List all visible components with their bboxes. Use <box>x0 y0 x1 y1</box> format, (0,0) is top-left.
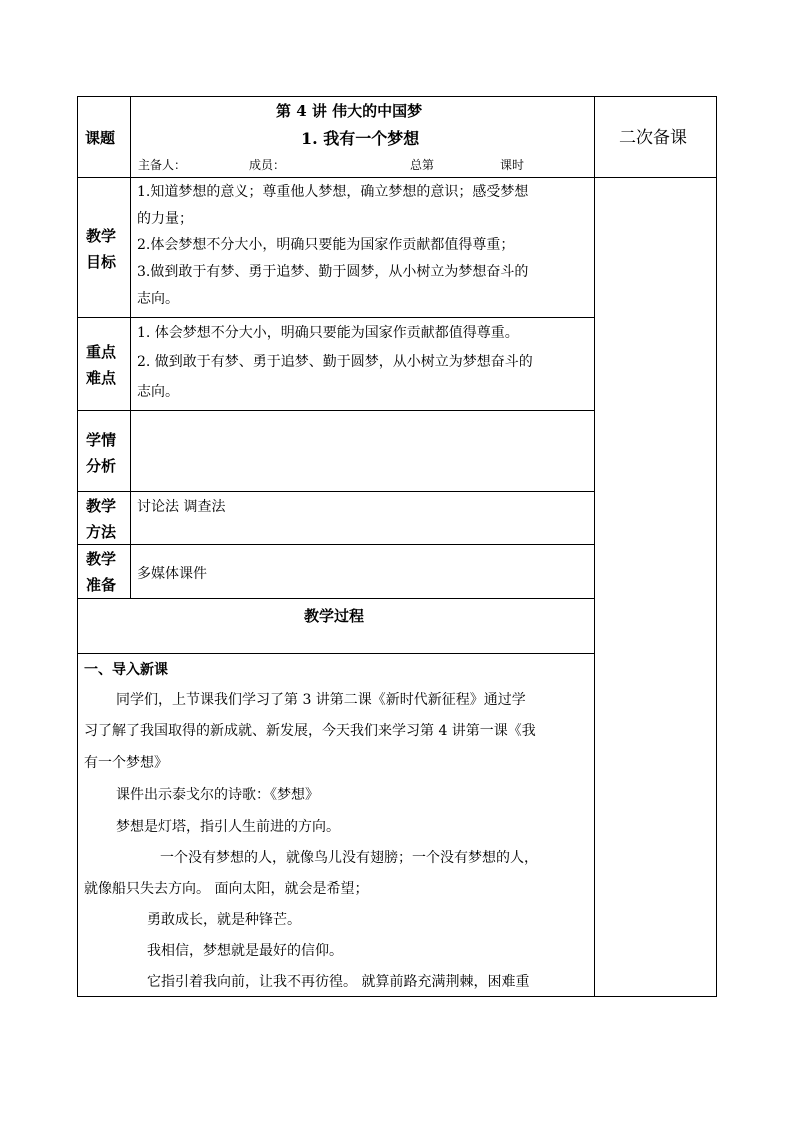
topic-label: 课题 <box>85 129 116 147</box>
second-prep-label: 二次备课 <box>619 128 687 148</box>
goals-label-1: 教学 <box>86 227 117 245</box>
prep-label-2: 准备 <box>86 576 117 594</box>
side-column-divider <box>594 96 595 997</box>
process-line: 习了解了我国取得的新成就、新发展，今天我们来学习第 4 讲第一课《我 <box>84 723 536 739</box>
process-line: 课件出示泰戈尔的诗歌：《梦想》 <box>116 787 319 803</box>
keypoints-label-1: 重点 <box>86 343 117 361</box>
analysis-label-1: 学情 <box>86 431 117 449</box>
goal-line: 1.知道梦想的意义；尊重他人梦想，确立梦想的意识；感受梦想 <box>137 184 529 200</box>
lesson-count-label: 课时 <box>500 158 525 172</box>
process-title: 教学过程 <box>304 607 365 625</box>
process-line: 梦想是灯塔，指引人生前进的方向。 <box>116 819 340 835</box>
keypoints-label-2: 难点 <box>86 369 117 387</box>
process-line: 它指引着我向前，让我不再彷徨。 就算前路充满荆棘，困难重 <box>147 974 530 990</box>
table-border-top <box>77 96 717 97</box>
methods-label-2: 方法 <box>86 523 117 541</box>
prep-value: 多媒体课件 <box>137 566 207 582</box>
goal-line: 志向。 <box>137 291 179 307</box>
goal-line: 3.做到敢于有梦、勇于追梦、勤于圆梦，从小树立为梦想奋斗的 <box>137 264 529 280</box>
process-line: 勇敢成长，就是种锋芒。 <box>147 912 301 928</box>
preparer-label: 主备人： <box>138 158 187 172</box>
members-label: 成员： <box>249 158 286 172</box>
table-border-left <box>77 96 78 997</box>
row-divider <box>77 653 595 654</box>
label-column-divider <box>130 96 131 599</box>
process-line: 就像船只失去方向。 面向太阳，就会是希望； <box>84 881 369 897</box>
methods-value: 讨论法 调查法 <box>137 499 226 515</box>
prep-label-1: 教学 <box>86 550 117 568</box>
analysis-label-2: 分析 <box>86 457 117 475</box>
page-title: 第 4 讲 伟大的中国梦 <box>276 102 423 120</box>
process-line: 我相信，梦想就是最好的信仰。 <box>147 943 343 959</box>
keypoint-line: 1. 体会梦想不分大小，明确只要能为国家作贡献都值得尊重。 <box>137 325 519 341</box>
row-divider <box>77 598 595 599</box>
goal-line: 的力量； <box>137 211 193 227</box>
process-line: 同学们，上节课我们学习了第 3 讲第二课《新时代新征程》通过学 <box>116 692 526 708</box>
process-section-heading: 一、导入新课 <box>84 662 168 678</box>
keypoint-line: 2. 做到敢于有梦、勇于追梦、勤于圆梦，从小树立为梦想奋斗的 <box>137 354 533 370</box>
methods-label-1: 教学 <box>86 497 117 515</box>
row-divider <box>77 410 595 411</box>
table-border-right <box>716 96 717 997</box>
row-divider <box>77 544 595 545</box>
keypoint-line: 志向。 <box>137 384 179 400</box>
page-subtitle: 1. 我有一个梦想 <box>301 129 420 148</box>
goals-label-2: 目标 <box>86 253 117 271</box>
total-label: 总第 <box>410 158 435 172</box>
goal-line: 2.体会梦想不分大小，明确只要能为国家作贡献都值得尊重； <box>137 237 515 253</box>
process-line: 有一个梦想》 <box>84 755 168 771</box>
process-line: 一个没有梦想的人，就像鸟儿没有翅膀；一个没有梦想的人， <box>160 850 538 866</box>
